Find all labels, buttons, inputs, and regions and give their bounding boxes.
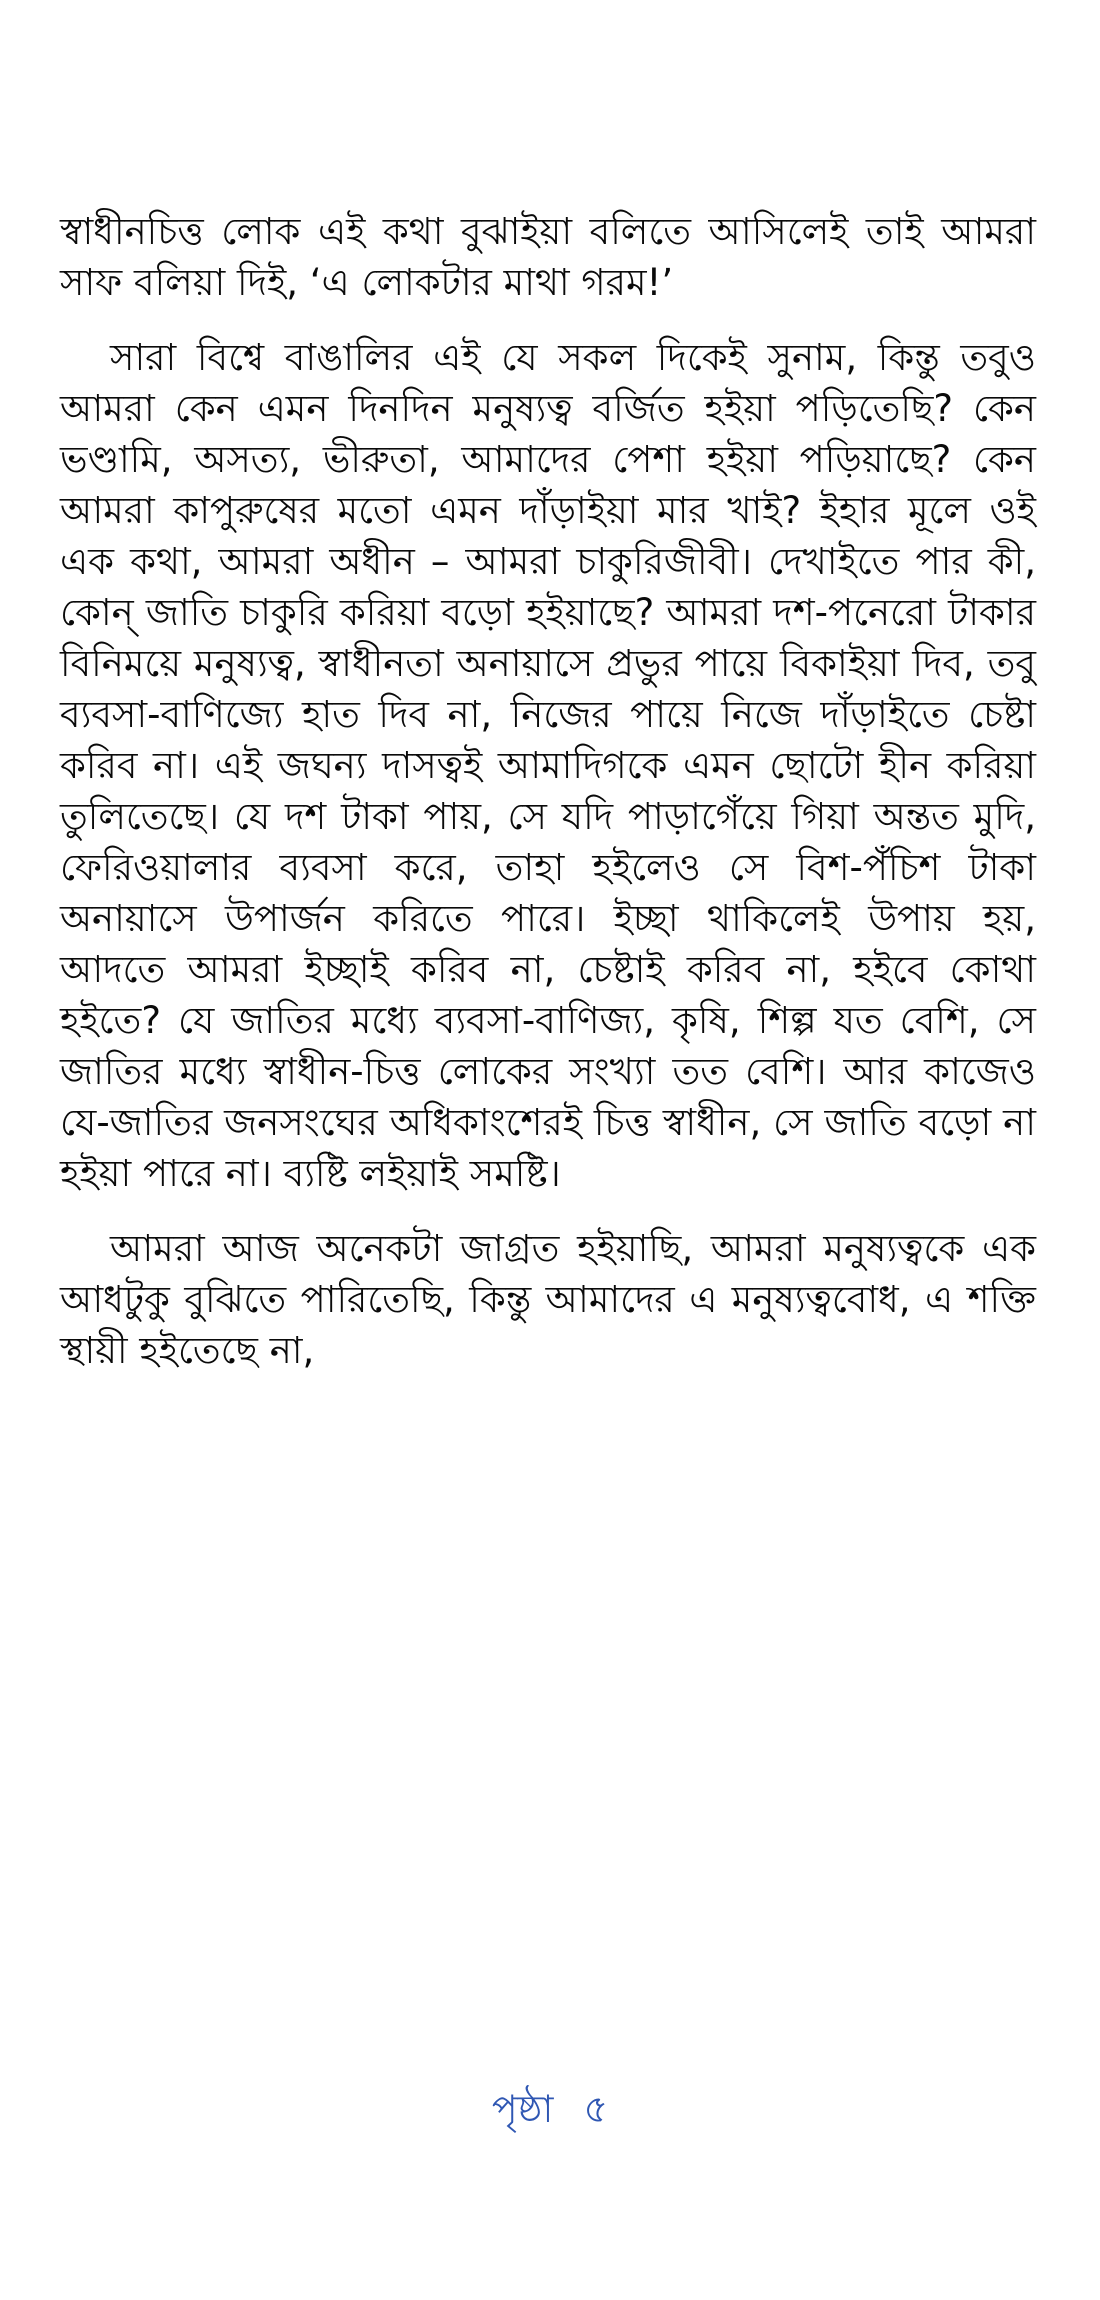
paragraph-3: আমরা আজ অনেকটা জাগ্রত হইয়াছি, আমরা মনুষ্যত্বকে এক আধটুকু বুঝিতে পারিতেছি, কিন্তু আমাদের এ মনুষ্যত্ববোধ, এ শক্তি স্থায়ী হইতেছে না, (60, 1227, 1036, 1372)
paragraph-1: স্বাধীনচিত্ত লোক এই কথা বুঝাইয়া বলিতে আসিলেই তাই আমরা সাফ বলিয়া দিই, ‘এ লোকটার মাথা গরম!’ (60, 210, 1036, 304)
body-text (60, 206, 1036, 1376)
page-label: পৃষ্ঠা (491, 2087, 554, 2131)
page-number-footer (0, 2080, 1100, 2144)
paragraph-2: সারা বিশ্বে বাঙালির এই যে সকল দিকেই সুনাম, কিন্তু তবুও আমরা কেন এমন দিনদিন মনুষ্যত্ব বর্জিত হইয়া পড়িতেছি? কেন ভণ্ডামি, অসত্য, ভীরুতা, আমাদের পেশা হইয়া পড়িয়াছে? কেন আমরা কাপুরুষের মতো এমন দাঁড়াইয়া মার খাই? ইহার মূলে ওই এক কথা, আমরা অধীন – আমরা চাকুরিজীবী। দেখাইতে পার কী, কোন্ জাতি চাকুরি করিয়া বড়ো হইয়াছে? আমরা দশ-পনেরো টাকার বিনিময়ে মনুষ্যত্ব, স্বাধীনতা অনায়াসে প্রভুর পায়ে বিকাইয়া দিব, তবু ব্যবসা-বাণিজ্যে হাত দিব না, নিজের পায়ে নিজে দাঁড়াইতে চেষ্টা করিব না। এই জঘন্য দাসত্বই আমাদিগকে এমন ছোটো হীন করিয়া তুলিতেছে। যে দশ টাকা পায়, সে যদি পাড়াগেঁয়ে গিয়া অন্তত মুদি, ফেরিওয়ালার ব্যবসা করে, তাহা হইলেও সে বিশ-পঁচিশ টাকা অনায়াসে উপার্জন করিতে পারে। ইচ্ছা থাকিলেই উপায় হয়, আদতে আমরা ইচ্ছাই করিব না, চেষ্টাই করিব না, হইবে কোথা হইতে? যে জাতির মধ্যে ব্যবসা-বাণিজ্য, কৃষি, শিল্প যত বেশি, সে জাতির মধ্যে স্বাধীন-চিত্ত লোকের সংখ্যা তত বেশি। আর কাজেও যে-জাতির জনসংঘের অধিকাংশেরই চিত্ত স্বাধীন, সে জাতি বড়ো না হইয়া পারে না। ব্যষ্টি লইয়াই সমষ্টি। (60, 336, 1036, 1195)
page-number: ৫ (583, 2087, 609, 2131)
